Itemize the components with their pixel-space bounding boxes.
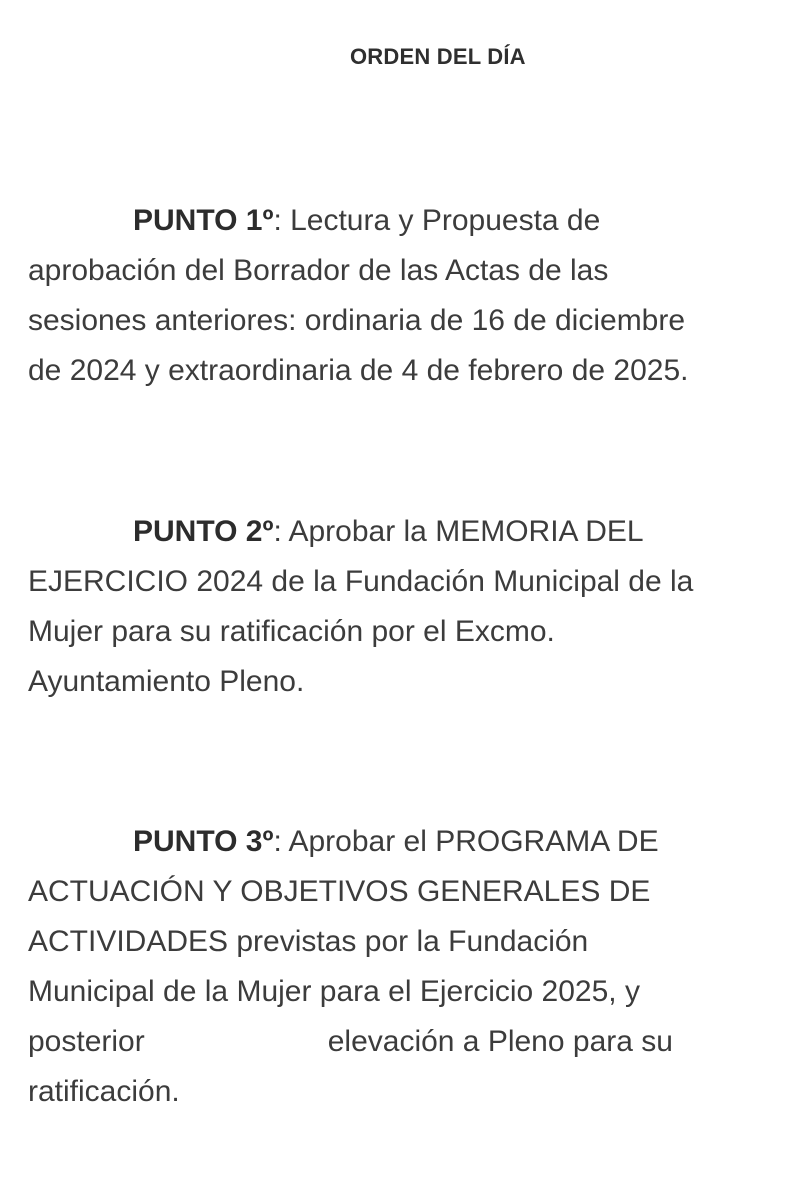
punto-2-label: PUNTO 2º bbox=[133, 515, 274, 548]
punto-2-text-line-1: : Aprobar la MEMORIA DEL bbox=[273, 515, 644, 548]
punto-1-first-line bbox=[28, 196, 763, 246]
punto-3-section bbox=[28, 817, 763, 1117]
punto-3-text-line-2: ACTUACIÓN Y OBJETIVOS GENERALES DE bbox=[28, 875, 651, 908]
punto-3-first-line bbox=[28, 817, 763, 867]
punto-3-text-line-5a: posterior bbox=[28, 1025, 145, 1058]
punto-2-section bbox=[28, 507, 763, 707]
punto-2-text-line-4: Ayuntamiento Pleno. bbox=[28, 665, 305, 698]
punto-3-text-line-5 bbox=[28, 1017, 763, 1067]
punto-2-first-line bbox=[28, 507, 763, 557]
page-title: ORDEN DEL DÍA bbox=[350, 44, 526, 69]
punto-1-text-line-4: de 2024 y extraordinaria de 4 de febrero de 2025. bbox=[28, 354, 689, 387]
punto-3-text-line-6: ratificación. bbox=[28, 1075, 180, 1108]
punto-3-text-line-4: Municipal de la Mujer para el Ejercicio 2025, y bbox=[28, 975, 640, 1008]
punto-3-text-line-5b: elevación a Pleno para su bbox=[327, 1025, 673, 1058]
punto-3-text-line-1: : Aprobar el PROGRAMA DE bbox=[273, 825, 659, 858]
punto-1-text-line-2: aprobación del Borrador de las Actas de las bbox=[28, 254, 609, 287]
punto-2-text-line-2: EJERCICIO 2024 de la Fundación Municipal de la bbox=[28, 565, 694, 598]
punto-2-text-line-3: Mujer para su ratificación por el Excmo. bbox=[28, 615, 555, 648]
punto-1-section bbox=[28, 196, 763, 396]
punto-1-text-line-3: sesiones anteriores: ordinaria de 16 de diciembre bbox=[28, 304, 686, 337]
punto-3-label: PUNTO 3º bbox=[133, 825, 274, 858]
punto-3-text-line-3: ACTIVIDADES previstas por la Fundación bbox=[28, 925, 589, 958]
punto-1-label: PUNTO 1º bbox=[133, 204, 274, 237]
punto-1-text-line-1: : Lectura y Propuesta de bbox=[273, 204, 601, 237]
